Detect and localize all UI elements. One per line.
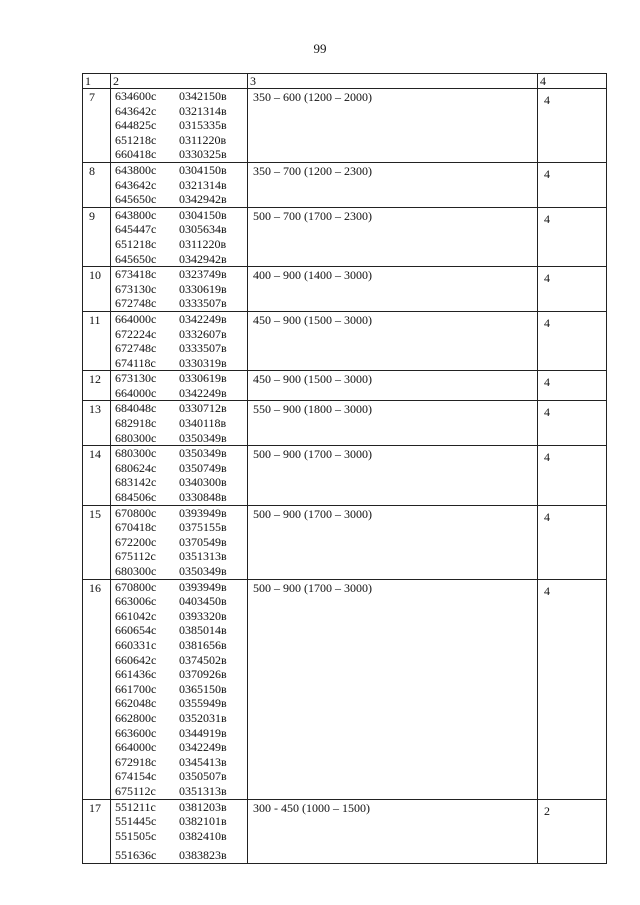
table-row	[83, 446, 607, 505]
latitude-value: 643642c	[115, 103, 157, 118]
range-cell: 300 - 450 (1000 – 1500)	[248, 799, 538, 863]
latitude-value: 673130c	[115, 281, 157, 296]
coordinate-pair	[115, 490, 247, 505]
header-cell-1: 1	[83, 74, 111, 89]
coordinate-pair	[115, 520, 247, 535]
category-cell: 4	[538, 162, 607, 207]
latitude-value: 672748c	[115, 296, 157, 311]
coordinate-pair	[115, 755, 247, 770]
table-row	[83, 579, 607, 799]
latitude-value: 682918c	[115, 416, 157, 431]
coordinates-cell	[111, 799, 248, 863]
latitude-value: 661436c	[115, 667, 157, 682]
latitude-value: 651218c	[115, 236, 157, 251]
coordinate-pair	[115, 371, 247, 386]
header-cell-2: 2	[111, 74, 248, 89]
coordinate-pair	[115, 535, 247, 550]
coordinates-cell	[111, 579, 248, 799]
longitude-value: 0350507в	[179, 769, 227, 784]
latitude-value: 680300c	[115, 564, 157, 578]
coordinate-pair	[115, 312, 247, 327]
coordinate-pair	[115, 814, 247, 829]
longitude-value: 0340118в	[179, 416, 227, 431]
coordinate-pair	[115, 638, 247, 653]
longitude-value: 0311220в	[179, 236, 227, 251]
latitude-value: 551505c	[115, 828, 157, 843]
coordinates-cell	[111, 371, 248, 401]
latitude-value: 651218c	[115, 132, 157, 147]
coordinate-pair	[115, 446, 247, 461]
range-cell: 500 – 900 (1700 – 3000)	[248, 579, 538, 799]
range-cell: 500 – 700 (1700 – 2300)	[248, 207, 538, 266]
latitude-value: 675112c	[115, 549, 156, 564]
coordinate-pair	[115, 267, 247, 282]
latitude-value: 660418c	[115, 147, 157, 162]
latitude-value: 643800c	[115, 207, 157, 222]
latitude-value: 664000c	[115, 311, 157, 326]
row-number-cell: 10	[83, 267, 111, 312]
latitude-value: 680300c	[115, 430, 157, 445]
category-cell: 4	[538, 207, 607, 266]
coordinate-pair	[115, 475, 247, 490]
coordinate-pair	[115, 341, 247, 356]
longitude-value: 0330325в	[179, 147, 227, 162]
latitude-value: 662800c	[115, 710, 157, 725]
latitude-value: 672200c	[115, 534, 157, 549]
latitude-value: 643800c	[115, 162, 157, 177]
row-number-cell: 9	[83, 207, 111, 266]
table-row	[83, 207, 607, 266]
latitude-value: 664000c	[115, 740, 157, 755]
category-cell: 4	[538, 89, 607, 163]
longitude-value: 0342249в	[179, 740, 227, 755]
longitude-value: 0345413в	[179, 754, 227, 769]
latitude-value: 674154c	[115, 769, 157, 784]
longitude-value: 0342249в	[179, 385, 227, 400]
coordinate-pair	[115, 667, 247, 682]
category-cell: 4	[538, 401, 607, 446]
latitude-value: 684048c	[115, 401, 157, 416]
longitude-value: 0375155в	[179, 520, 227, 535]
longitude-value: 0382410в	[179, 828, 227, 843]
longitude-value: 0344919в	[179, 725, 227, 740]
latitude-value: 672748c	[115, 341, 157, 356]
latitude-value: 645650c	[115, 192, 157, 207]
coordinate-pair	[115, 461, 247, 476]
coordinate-pair	[115, 192, 247, 207]
latitude-value: 680624c	[115, 460, 157, 475]
longitude-value: 0350349в	[179, 430, 227, 445]
category-cell: 4	[538, 579, 607, 799]
table-header-row	[83, 74, 607, 89]
longitude-value: 0350349в	[179, 564, 227, 578]
coordinate-pair	[115, 356, 247, 371]
coordinate-pair	[115, 609, 247, 624]
coordinate-pair	[115, 594, 247, 609]
longitude-value: 0321314в	[179, 103, 227, 118]
longitude-value: 0304150в	[179, 207, 227, 222]
coordinate-pair	[115, 726, 247, 741]
latitude-value: 660642c	[115, 652, 157, 667]
latitude-value: 663600c	[115, 725, 157, 740]
longitude-value: 0332607в	[179, 326, 227, 341]
latitude-value: 670418c	[115, 520, 157, 535]
latitude-value: 664000c	[115, 385, 157, 400]
coordinate-pair	[115, 118, 247, 133]
coordinate-pair	[115, 623, 247, 638]
latitude-value: 660331c	[115, 637, 157, 652]
coordinate-pair	[115, 222, 247, 237]
latitude-value: 684506c	[115, 490, 157, 505]
table-row	[83, 162, 607, 207]
coordinate-pair	[115, 829, 247, 844]
coordinates-table	[82, 73, 607, 864]
longitude-value: 0351313в	[179, 783, 227, 798]
longitude-value: 0323749в	[179, 267, 227, 282]
longitude-value: 0381203в	[179, 799, 227, 814]
longitude-value: 0330712в	[179, 401, 227, 416]
table-row	[83, 371, 607, 401]
longitude-value: 0393949в	[179, 579, 227, 594]
longitude-value: 0403450в	[179, 594, 227, 609]
longitude-value: 0365150в	[179, 681, 227, 696]
longitude-value: 0330619в	[179, 281, 227, 296]
latitude-value: 673418c	[115, 267, 157, 282]
coordinates-cell	[111, 89, 248, 163]
longitude-value: 0342150в	[179, 89, 227, 103]
latitude-value: 672224c	[115, 326, 157, 341]
longitude-value: 0351313в	[179, 549, 227, 564]
row-number-cell: 13	[83, 401, 111, 446]
latitude-value: 660654c	[115, 623, 157, 638]
coordinate-pair	[115, 769, 247, 784]
latitude-value: 551445c	[115, 814, 157, 829]
latitude-value: 551211c	[115, 799, 156, 814]
longitude-value: 0382101в	[179, 814, 227, 829]
row-number-cell: 11	[83, 311, 111, 370]
longitude-value: 0383823в	[179, 848, 227, 863]
latitude-value: 683142c	[115, 475, 157, 490]
coordinate-pair	[115, 848, 247, 863]
table-row	[83, 401, 607, 446]
longitude-value: 0321314в	[179, 177, 227, 192]
range-cell: 450 – 900 (1500 – 3000)	[248, 311, 538, 370]
row-number-cell: 16	[83, 579, 111, 799]
longitude-value: 0330319в	[179, 355, 227, 370]
latitude-value: 661700c	[115, 681, 157, 696]
table-row	[83, 89, 607, 163]
range-cell: 400 – 900 (1400 – 3000)	[248, 267, 538, 312]
longitude-value: 0393320в	[179, 608, 227, 623]
latitude-value: 675112c	[115, 783, 156, 798]
range-cell: 500 – 900 (1700 – 3000)	[248, 505, 538, 579]
longitude-value: 0333507в	[179, 296, 227, 311]
longitude-value: 0342942в	[179, 192, 227, 207]
page-number: 99	[313, 41, 327, 56]
range-cell: 350 – 600 (1200 – 2000)	[248, 89, 538, 163]
coordinate-pair	[115, 431, 247, 446]
coordinate-pair	[115, 237, 247, 252]
coordinate-pair	[115, 580, 247, 595]
row-number-cell: 7	[83, 89, 111, 163]
coordinate-pair	[115, 386, 247, 401]
longitude-value: 0370549в	[179, 534, 227, 549]
coordinate-pair	[115, 416, 247, 431]
coordinate-pair	[115, 104, 247, 119]
row-number-cell: 14	[83, 446, 111, 505]
longitude-value: 0393949в	[179, 505, 227, 520]
category-cell: 4	[538, 446, 607, 505]
longitude-value: 0342942в	[179, 251, 227, 266]
coordinates-cell	[111, 207, 248, 266]
range-cell: 500 – 900 (1700 – 3000)	[248, 446, 538, 505]
longitude-value: 0340300в	[179, 475, 227, 490]
coordinate-pair	[115, 740, 247, 755]
coordinate-pair	[115, 282, 247, 297]
coordinate-pair	[115, 800, 247, 815]
coordinate-pair	[115, 711, 247, 726]
longitude-value: 0381656в	[179, 637, 227, 652]
range-cell: 450 – 900 (1500 – 3000)	[248, 371, 538, 401]
row-number-cell: 8	[83, 162, 111, 207]
latitude-value: 672918c	[115, 754, 157, 769]
coordinate-pair	[115, 89, 247, 104]
coordinate-pair	[115, 549, 247, 564]
table-row	[83, 267, 607, 312]
longitude-value: 0385014в	[179, 623, 227, 638]
coordinate-pair	[115, 401, 247, 416]
latitude-value: 663006c	[115, 594, 157, 609]
category-cell: 2	[538, 799, 607, 863]
latitude-value: 661042c	[115, 608, 157, 623]
latitude-value: 645650c	[115, 251, 157, 266]
coordinate-pair	[115, 163, 247, 178]
row-number-cell: 17	[83, 799, 111, 863]
latitude-value: 670800c	[115, 579, 157, 594]
latitude-value: 680300c	[115, 446, 157, 461]
header-cell-4: 4	[538, 74, 607, 89]
coordinates-cell	[111, 401, 248, 446]
coordinate-pair	[115, 682, 247, 697]
coordinates-cell	[111, 505, 248, 579]
longitude-value: 0374502в	[179, 652, 227, 667]
longitude-value: 0350749в	[179, 460, 227, 475]
coordinates-cell	[111, 446, 248, 505]
longitude-value: 0355949в	[179, 696, 227, 711]
table-row	[83, 505, 607, 579]
latitude-value: 670800c	[115, 505, 157, 520]
coordinate-pair	[115, 178, 247, 193]
row-number-cell: 12	[83, 371, 111, 401]
longitude-value: 0352031в	[179, 710, 227, 725]
coordinate-pair	[115, 784, 247, 799]
category-cell: 4	[538, 371, 607, 401]
coordinate-pair	[115, 327, 247, 342]
longitude-value: 0333507в	[179, 341, 227, 356]
longitude-value: 0305634в	[179, 222, 227, 237]
coordinate-pair	[115, 133, 247, 148]
latitude-value: 645447c	[115, 222, 157, 237]
row-number-cell: 15	[83, 505, 111, 579]
table-row	[83, 799, 607, 863]
coordinate-pair	[115, 506, 247, 521]
coordinates-cell	[111, 267, 248, 312]
coordinate-pair	[115, 296, 247, 311]
coordinate-pair	[115, 208, 247, 223]
coordinate-pair	[115, 252, 247, 267]
longitude-value: 0311220в	[179, 132, 227, 147]
coordinate-pair	[115, 147, 247, 162]
latitude-value: 551636c	[115, 848, 157, 863]
longitude-value: 0350349в	[179, 446, 227, 461]
longitude-value: 0304150в	[179, 162, 227, 177]
latitude-value: 674118c	[115, 355, 156, 370]
longitude-value: 0315335в	[179, 118, 227, 133]
latitude-value: 644825c	[115, 118, 157, 133]
longitude-value: 0370926в	[179, 667, 227, 682]
longitude-value: 0342249в	[179, 311, 227, 326]
longitude-value: 0330848в	[179, 490, 227, 505]
table-row	[83, 311, 607, 370]
range-cell: 350 – 700 (1200 – 2300)	[248, 162, 538, 207]
category-cell: 4	[538, 267, 607, 312]
coordinate-pair	[115, 564, 247, 579]
latitude-value: 662048c	[115, 696, 157, 711]
header-cell-3: 3	[248, 74, 538, 89]
coordinates-cell	[111, 162, 248, 207]
category-cell: 4	[538, 311, 607, 370]
latitude-value: 634600c	[115, 89, 157, 103]
coordinate-pair	[115, 653, 247, 668]
coordinate-pair	[115, 696, 247, 711]
latitude-value: 673130c	[115, 371, 157, 386]
range-cell: 550 – 900 (1800 – 3000)	[248, 401, 538, 446]
longitude-value: 0330619в	[179, 371, 227, 386]
category-cell: 4	[538, 505, 607, 579]
coordinates-cell	[111, 311, 248, 370]
latitude-value: 643642c	[115, 177, 157, 192]
